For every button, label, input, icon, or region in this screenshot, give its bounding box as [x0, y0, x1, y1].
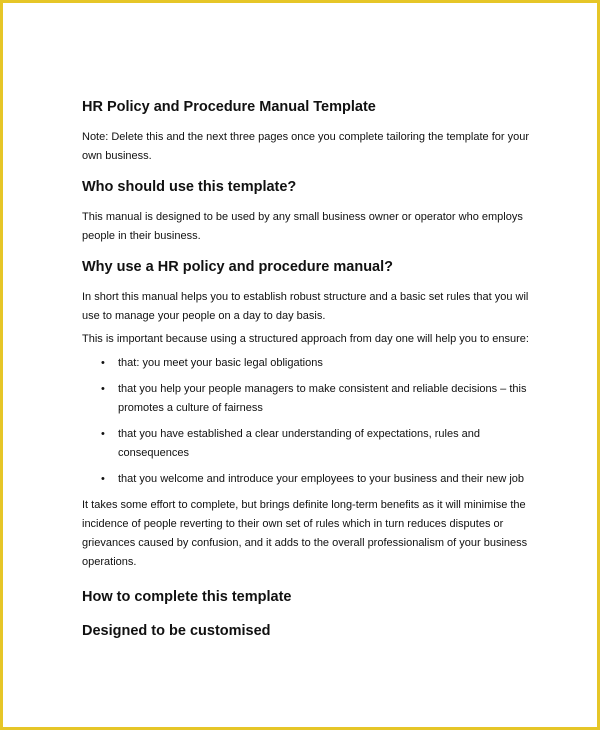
spacer: [82, 572, 542, 588]
section-paragraph-who: This manual is designed to be used by any small business owner or operator who employs people in their business.: [82, 211, 523, 242]
section-paragraph-why-2: This is important because using a structured approach from day one will help you to ensure:: [82, 333, 529, 345]
list-item-text: that you have established a clear understanding of expectations, rules and consequences: [118, 428, 481, 459]
section-heading-why: Why use a HR policy and procedure manual?: [82, 259, 394, 275]
spacer: [82, 606, 542, 622]
list-item: [82, 354, 542, 373]
section-heading-customised: Designed to be customised: [82, 623, 271, 639]
bullet-icon: •: [101, 357, 105, 369]
section-paragraph-why-1: In short this manual helps you to establish robust structure and a basic set rules that you wil use to manage your people on a day to day basis.: [82, 291, 529, 322]
spacer: [82, 196, 542, 208]
list-item: [82, 470, 542, 489]
bullet-icon: •: [101, 473, 105, 485]
document-page: [3, 3, 597, 727]
list-item-text: that you help your people managers to make consistent and reliable decisions – this promotes a culture of fairness: [118, 383, 527, 414]
list-item-text: that you welcome and introduce your employees to your business and their new job: [118, 473, 525, 485]
list-item: [82, 425, 542, 463]
section-heading-who: Who should use this template?: [82, 179, 297, 195]
spacer: [82, 246, 542, 258]
template-note: Note: Delete this and the next three pages once you complete tailoring the template for your own business.: [82, 131, 529, 162]
list-item-text: that: you meet your basic legal obligations: [118, 357, 323, 369]
document-content: [82, 98, 542, 640]
benefits-list: [82, 354, 542, 489]
section-heading-how: How to complete this template: [82, 589, 292, 605]
document-title: HR Policy and Procedure Manual Template: [82, 99, 376, 115]
list-item: [82, 380, 542, 418]
bullet-icon: •: [101, 383, 105, 395]
spacer: [82, 166, 542, 178]
bullet-icon: •: [101, 428, 105, 440]
spacer: [82, 276, 542, 288]
section-closing-paragraph: It takes some effort to complete, but brings definite long-term benefits as it will minimise the incidence of people reverting to their own set of rules which in turn reduces disputes or grievances caused by confusion, and it adds to the overall professionalism of your business operations.: [82, 499, 528, 568]
